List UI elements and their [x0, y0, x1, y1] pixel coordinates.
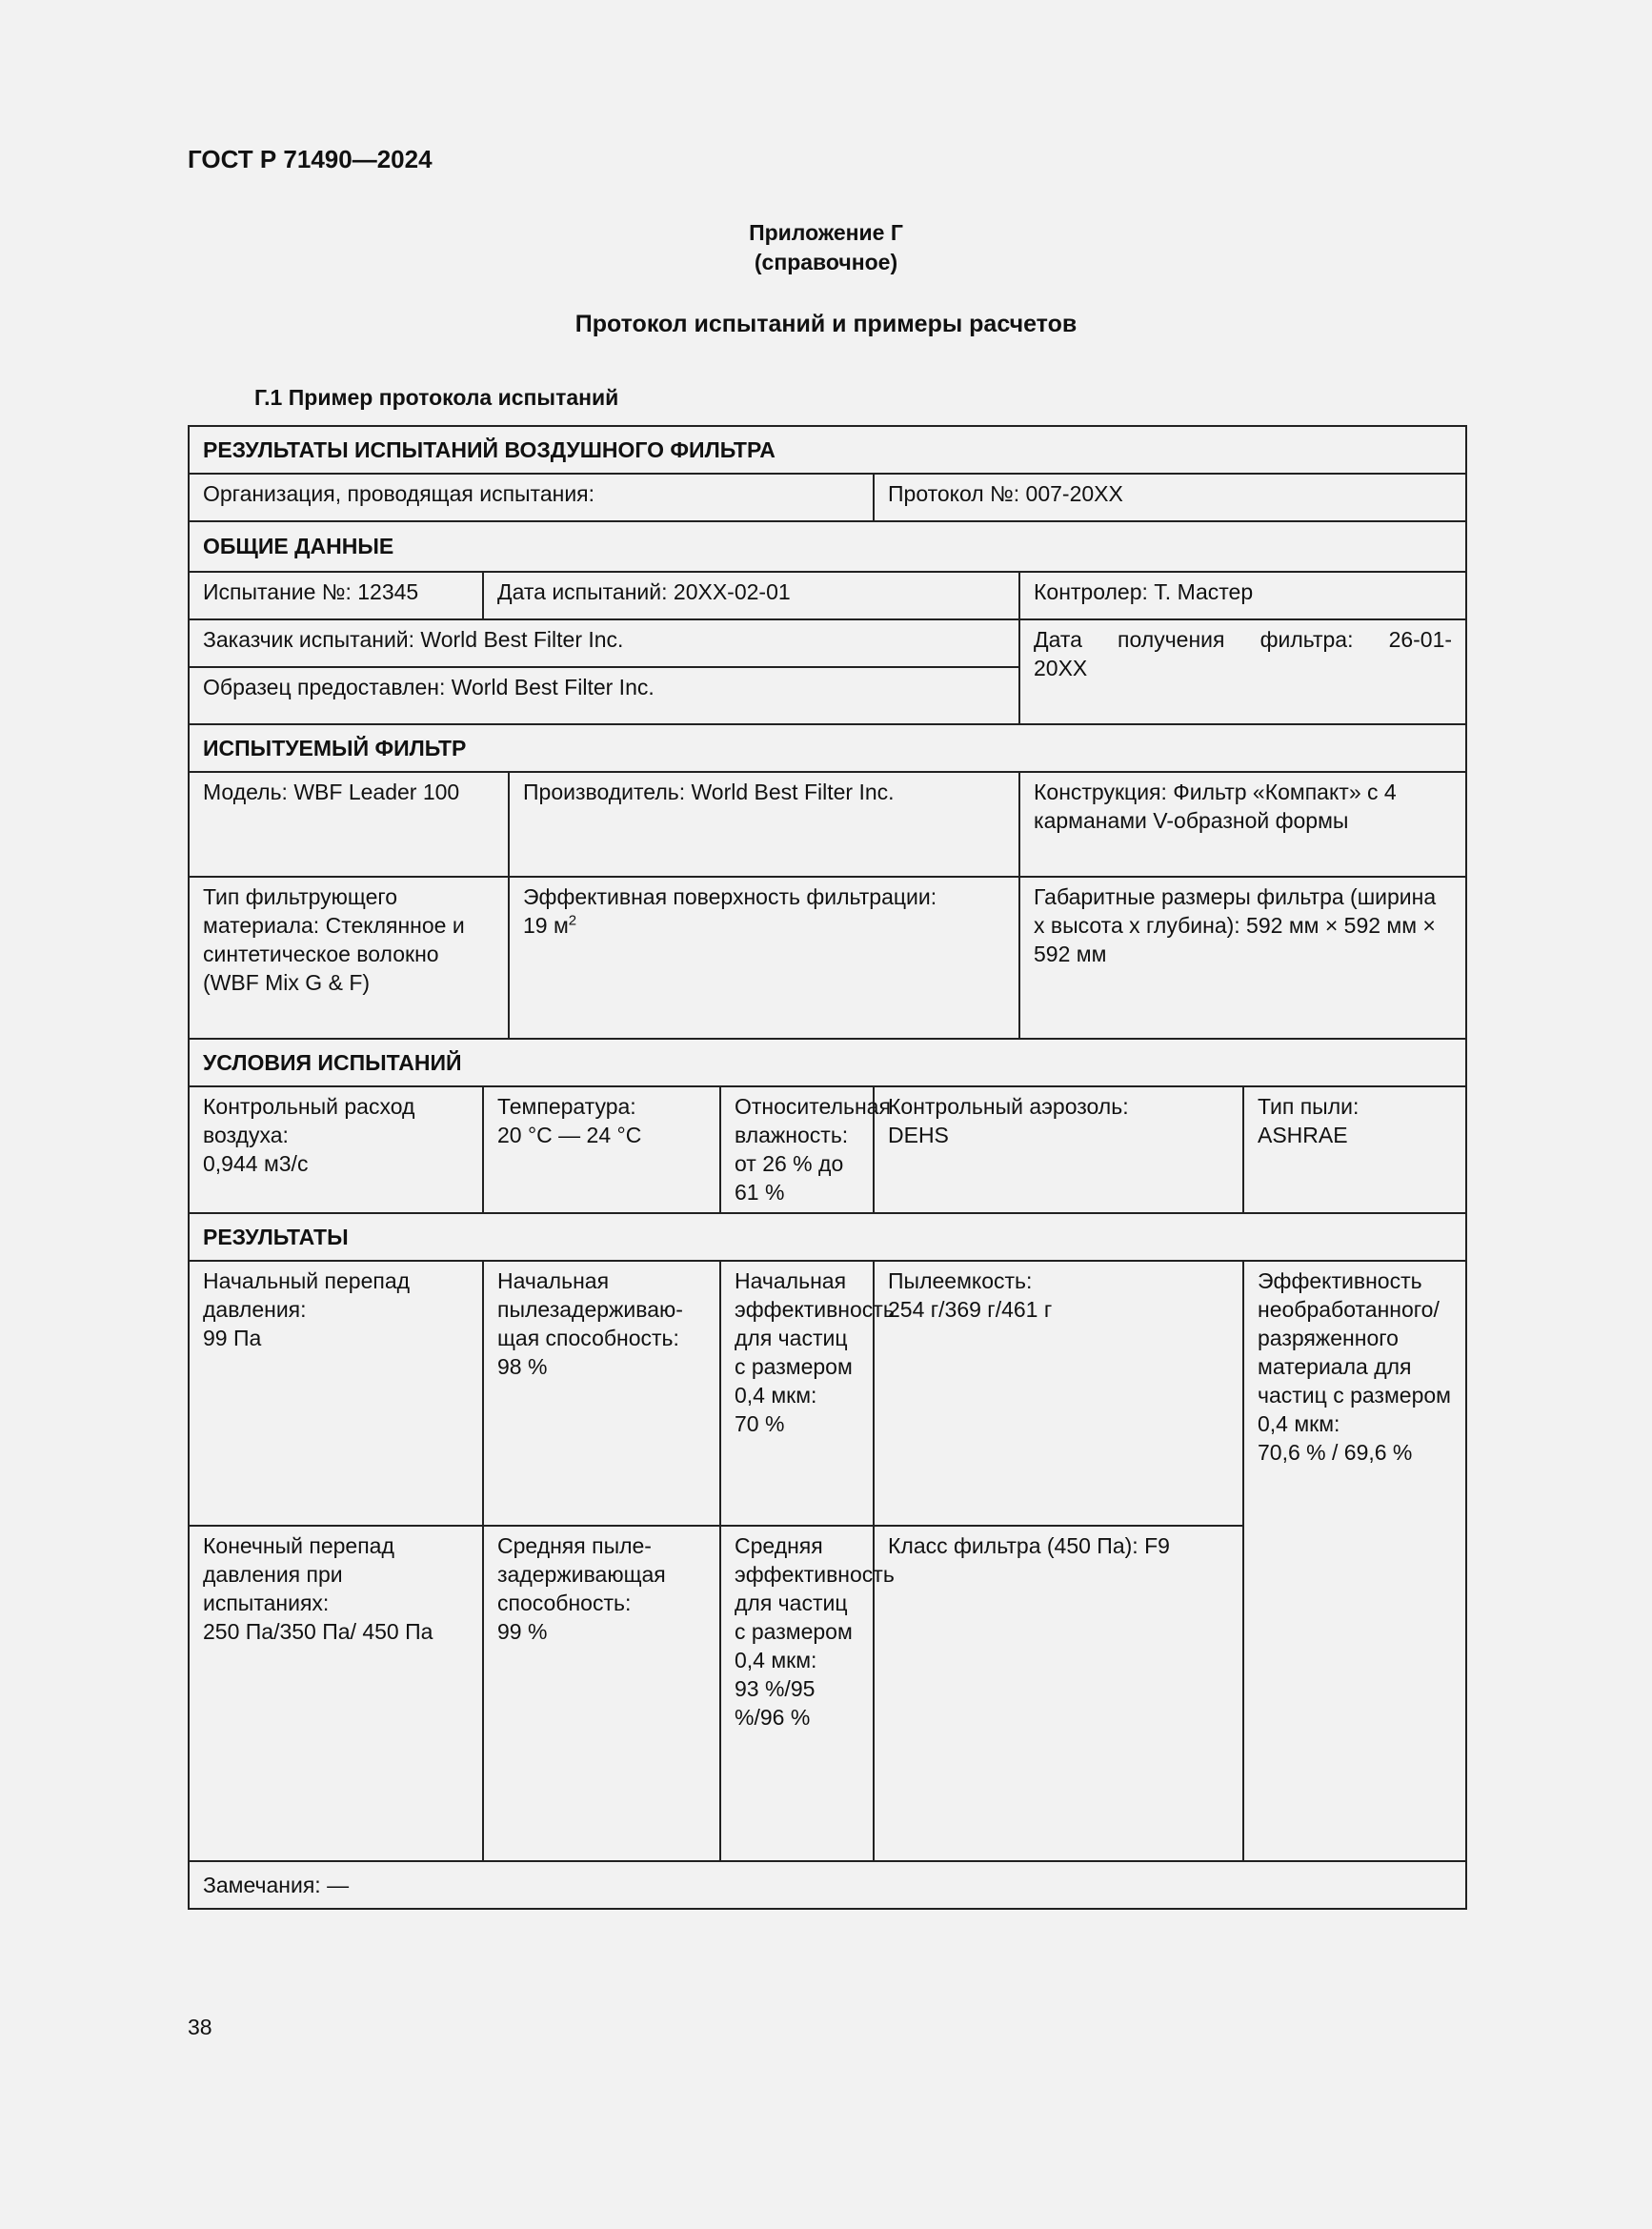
organization-cell: Организация, проводящая испытания:: [189, 474, 874, 521]
airflow-value: 0,944 м3/с: [203, 1151, 309, 1176]
final-pressure-drop-value: 250 Па/350 Па/ 450 Па: [203, 1619, 433, 1644]
untreated-efficiency-label: Эффективность необработанного/ разряженного материала для частиц с размером 0,4 мкм:: [1258, 1268, 1451, 1436]
average-efficiency-cell: [720, 1526, 895, 1861]
initial-efficiency-label: Начальная эффективность для частиц с размером 0,4 мкм:: [735, 1268, 895, 1408]
airflow-label: Контрольный расход воздуха:: [203, 1094, 415, 1147]
test-protocol-table: [188, 425, 1467, 1910]
effective-surface-value: 19 м: [523, 913, 569, 938]
dust-capacity-value: 254 г/369 г/461 г: [888, 1297, 1053, 1322]
remarks-cell: Замечания: —: [189, 1861, 1466, 1909]
section-subheading: Г.1 Пример протокола испытаний: [254, 385, 619, 410]
average-efficiency-label: Средняя эффективность для частиц с размером 0,4 мкм:: [735, 1533, 895, 1672]
effective-surface-sup: 2: [568, 912, 577, 929]
average-arrestance-value: 99 %: [497, 1619, 548, 1644]
receipt-date-line1: Дата получения фильтра: 26-01-: [1034, 627, 1453, 652]
initial-efficiency-cell: [720, 1261, 895, 1526]
aerosol-label: Контрольный аэрозоль:: [888, 1094, 1129, 1119]
temperature-value: 20 °C — 24 °C: [497, 1123, 642, 1147]
annex-kind: (справочное): [754, 250, 898, 274]
initial-efficiency-value: 70 %: [735, 1411, 785, 1436]
average-arrestance-label: Средняя пыле-задерживающая способность:: [497, 1533, 666, 1615]
receipt-date-line2: 20XX: [1034, 656, 1088, 680]
initial-arrestance-label: Начальная пылезадерживаю-щая способность:: [497, 1268, 683, 1350]
results-section-title: РЕЗУЛЬТАТЫ: [189, 1213, 1466, 1261]
effective-surface-cell: [509, 877, 1019, 1039]
humidity-cell: [720, 1086, 891, 1213]
customer-cell: Заказчик испытаний: World Best Filter Inc.: [189, 619, 1019, 667]
final-pressure-drop-label: Конечный перепад давления при испытаниях:: [203, 1533, 394, 1615]
temperature-label: Температура:: [497, 1094, 636, 1119]
humidity-value: от 26 % до 61 %: [735, 1151, 844, 1205]
manufacturer-cell: Производитель: World Best Filter Inc.: [509, 772, 1019, 877]
sample-cell: Образец предоставлен: World Best Filter Inc.: [189, 667, 1019, 724]
receipt-date-cell: [1019, 619, 1466, 724]
filter-class-cell: Класс фильтра (450 Па): F9: [874, 1526, 1243, 1861]
dust-type-cell: [1243, 1086, 1466, 1213]
dust-type-value: ASHRAE: [1258, 1123, 1348, 1147]
dust-type-label: Тип пыли:: [1258, 1094, 1360, 1119]
test-conditions-title: УСЛОВИЯ ИСПЫТАНИЙ: [189, 1039, 1466, 1086]
initial-arrestance-cell: [483, 1261, 720, 1526]
test-number-cell: Испытание №: 12345: [189, 572, 483, 619]
results-title-cell: РЕЗУЛЬТАТЫ ИСПЫТАНИЙ ВОЗДУШНОГО ФИЛЬТРА: [189, 426, 1466, 474]
dust-capacity-cell: [874, 1261, 1243, 1526]
aerosol-value: DEHS: [888, 1123, 949, 1147]
test-date-cell: Дата испытаний: 20XX-02-01: [483, 572, 1019, 619]
initial-pressure-drop-label: Начальный перепад давления:: [203, 1268, 411, 1322]
average-efficiency-value: 93 %/95 %/96 %: [735, 1676, 816, 1730]
average-arrestance-cell: [483, 1526, 720, 1861]
effective-surface-label: Эффективная поверхность фильтрации:: [523, 884, 937, 909]
tested-filter-title: ИСПЫТУЕМЫЙ ФИЛЬТР: [189, 724, 1466, 772]
initial-pressure-drop-value: 99 Па: [203, 1326, 262, 1350]
humidity-label: Относительная влажность:: [735, 1094, 891, 1147]
airflow-cell: [189, 1086, 483, 1213]
controller-cell: Контролер: Т. Мастер: [1019, 572, 1466, 619]
standard-designation: ГОСТ Р 71490—2024: [188, 145, 433, 173]
temperature-cell: [483, 1086, 720, 1213]
dimensions-cell: Габаритные размеры фильтра (ширина х высота х глубина): 592 мм × 592 мм × 592 мм: [1019, 877, 1466, 1039]
initial-arrestance-value: 98 %: [497, 1354, 548, 1379]
protocol-number-cell: Протокол №: 007-20XX: [874, 474, 1466, 521]
annex-title: Приложение Г: [749, 220, 903, 245]
page-number: 38: [188, 2015, 212, 2039]
untreated-efficiency-value: 70,6 % / 69,6 %: [1258, 1440, 1413, 1465]
final-pressure-drop-cell: [189, 1526, 483, 1861]
document-title: Протокол испытаний и примеры расчетов: [574, 311, 1078, 337]
media-type-cell: Тип фильтрующего материала: Стеклянное и синтетическое волокно (WBF Mix G & F): [189, 877, 509, 1039]
aerosol-cell: [874, 1086, 1243, 1213]
construction-cell: Конструкция: Фильтр «Компакт» с 4 карманами V-образной формы: [1019, 772, 1466, 877]
model-cell: Модель: WBF Leader 100: [189, 772, 509, 877]
untreated-efficiency-cell: [1243, 1261, 1466, 1861]
dust-capacity-label: Пылеемкость:: [888, 1268, 1033, 1293]
general-data-title: ОБЩИЕ ДАННЫЕ: [189, 521, 1466, 572]
initial-pressure-drop-cell: [189, 1261, 483, 1526]
